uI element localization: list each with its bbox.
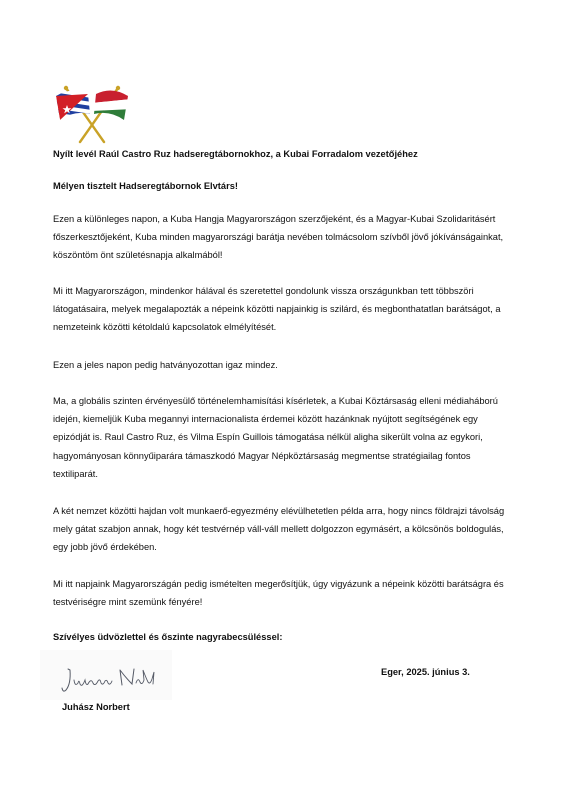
- signature-icon: [40, 650, 172, 700]
- paragraph: Mi itt Magyarországon, mindenkor hálával és szeretettel gondolunk vissza országunkban tett többszöri látogatásaira, melyek megalapozták a népeink közötti napjainkig is szilárd, és megbonthatatlan barátságot, a nemzeteink közötti kétoldalú kapcsolatok elmélyítését.: [53, 286, 501, 333]
- date-place: Eger, 2025. június 3.: [381, 667, 470, 677]
- greeting: Mélyen tisztelt Hadseregtábornok Elvtárs!: [53, 181, 238, 191]
- paragraph: Ezen a jeles napon pedig hatványozottan igaz mindez.: [53, 360, 278, 370]
- paragraph: Ezen a különleges napon, a Kuba Hangja Magyarországon szerzőjeként, és a Magyar-Kubai Szolidaritásért főszerkesztőjeként, Kuba minden magyarországi barátja nevében tolmácsolom szívből jövő jókívánságainkat, köszöntöm önt születésnapja alkalmából!: [53, 214, 504, 261]
- paragraph: Mi itt napjaink Magyarországán pedig ismételten megerősítjük, úgy vigyázunk a népeink közötti barátságra és testvériségre mint szemünk fényére!: [53, 579, 504, 608]
- paragraph: A két nemzet közötti hajdan volt munkaerő-egyezmény elévülhetetlen példa arra, hogy nincs földrajzi távolság mely gátat szabjon annak, hogy két testvérnép váll-váll mellett dolgozzon egymásért, a kölcsönös boldogulás, egy jobb jövő érdekében.: [53, 506, 505, 553]
- closing-line: Szívélyes üdvözlettel és őszinte nagyrabecsüléssel:: [53, 632, 283, 642]
- letter-title: Nyílt levél Raúl Castro Ruz hadseregtábornokhoz, a Kubai Forradalom vezetőjéhez: [53, 149, 418, 159]
- paragraph: Ma, a globális szinten érvényesülő történelemhamisítási kísérletek, a Kubai Köztársaság elleni médiaháború idején, kiemeljük Kuba megannyi internacionalista érdemei között hazánknak nyújtott segítségének egy epizódját is. Raul Castro Ruz, és Vilma Espín Guillois támogatása nélkül aligha sikerült volna az egykori, hagyományosan könnyűiparára támaszkodó Magyar Népköztársaság megmentse stratégiailag fontos textiliparát.: [53, 396, 498, 479]
- signature-name: Juhász Norbert: [62, 702, 130, 712]
- crossed-flags-icon: [52, 84, 132, 144]
